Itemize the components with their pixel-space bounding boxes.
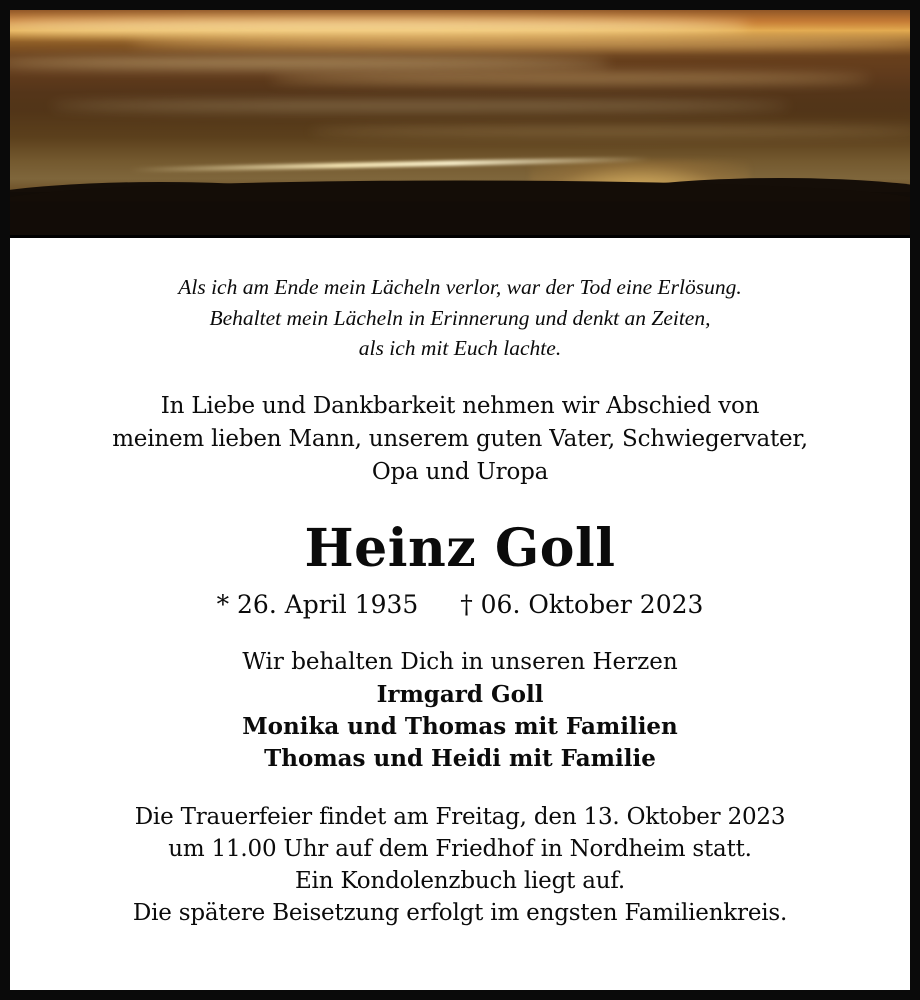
intro-line-1: In Liebe und Dankbarkeit nehmen wir Abschied von xyxy=(160,392,760,419)
survivor-line-1: Irmgard Goll xyxy=(376,681,544,709)
life-dates xyxy=(54,590,866,619)
sunset-photo xyxy=(10,10,910,238)
notice-text xyxy=(10,238,910,990)
birth-date: 26. April 1935 xyxy=(237,590,419,620)
death-date: 06. Oktober 2023 xyxy=(480,590,704,620)
intro-line-3: Opa und Uropa xyxy=(371,459,549,486)
cloud-band-6 xyxy=(310,128,910,135)
survivors-list xyxy=(54,679,866,774)
photo-bottom-border xyxy=(10,235,910,238)
survivor-line-2: Monika und Thomas mit Familien xyxy=(242,712,678,740)
foreground-silhouette xyxy=(10,192,910,238)
memory-line: Wir behalten Dich in unseren Herzen xyxy=(242,649,678,676)
service-line-3: Ein Kondolenzbuch liegt auf. xyxy=(294,867,626,894)
service-line-2: um 11.00 Uhr auf dem Friedhof in Nordheim statt. xyxy=(168,836,752,863)
death-symbol: † xyxy=(460,590,473,620)
cloud-band-5 xyxy=(50,102,790,110)
service-line-1: Die Trauerfeier findet am Freitag, den 13. Oktober 2023 xyxy=(134,804,786,831)
service-line-4: Die spätere Beisetzung erfolgt im engsten Familienkreis. xyxy=(132,899,788,926)
birth-symbol: * xyxy=(216,590,230,620)
survivor-line-3: Thomas und Heidi mit Familie xyxy=(264,744,656,772)
cloud-band-3 xyxy=(10,58,610,68)
verse-line-3: als ich mit Euch lachte. xyxy=(358,336,562,361)
intro-text xyxy=(54,390,866,490)
verse-line-2: Behaltet mein Lächeln in Erinnerung und denkt an Zeiten, xyxy=(209,305,711,330)
cloud-band-4 xyxy=(270,74,870,83)
cloud-band-2 xyxy=(130,36,910,48)
deceased-name: Heinz Goll xyxy=(304,517,616,579)
notice-card xyxy=(10,10,910,990)
service-details xyxy=(54,802,866,929)
verse-line-1: Als ich am Ende mein Lächeln verlor, war der Tod eine Erlösung. xyxy=(178,275,742,299)
memorial-verse xyxy=(54,272,866,364)
intro-line-2: meinem lieben Mann, unserem guten Vater, Schwiegervater, xyxy=(112,425,808,452)
